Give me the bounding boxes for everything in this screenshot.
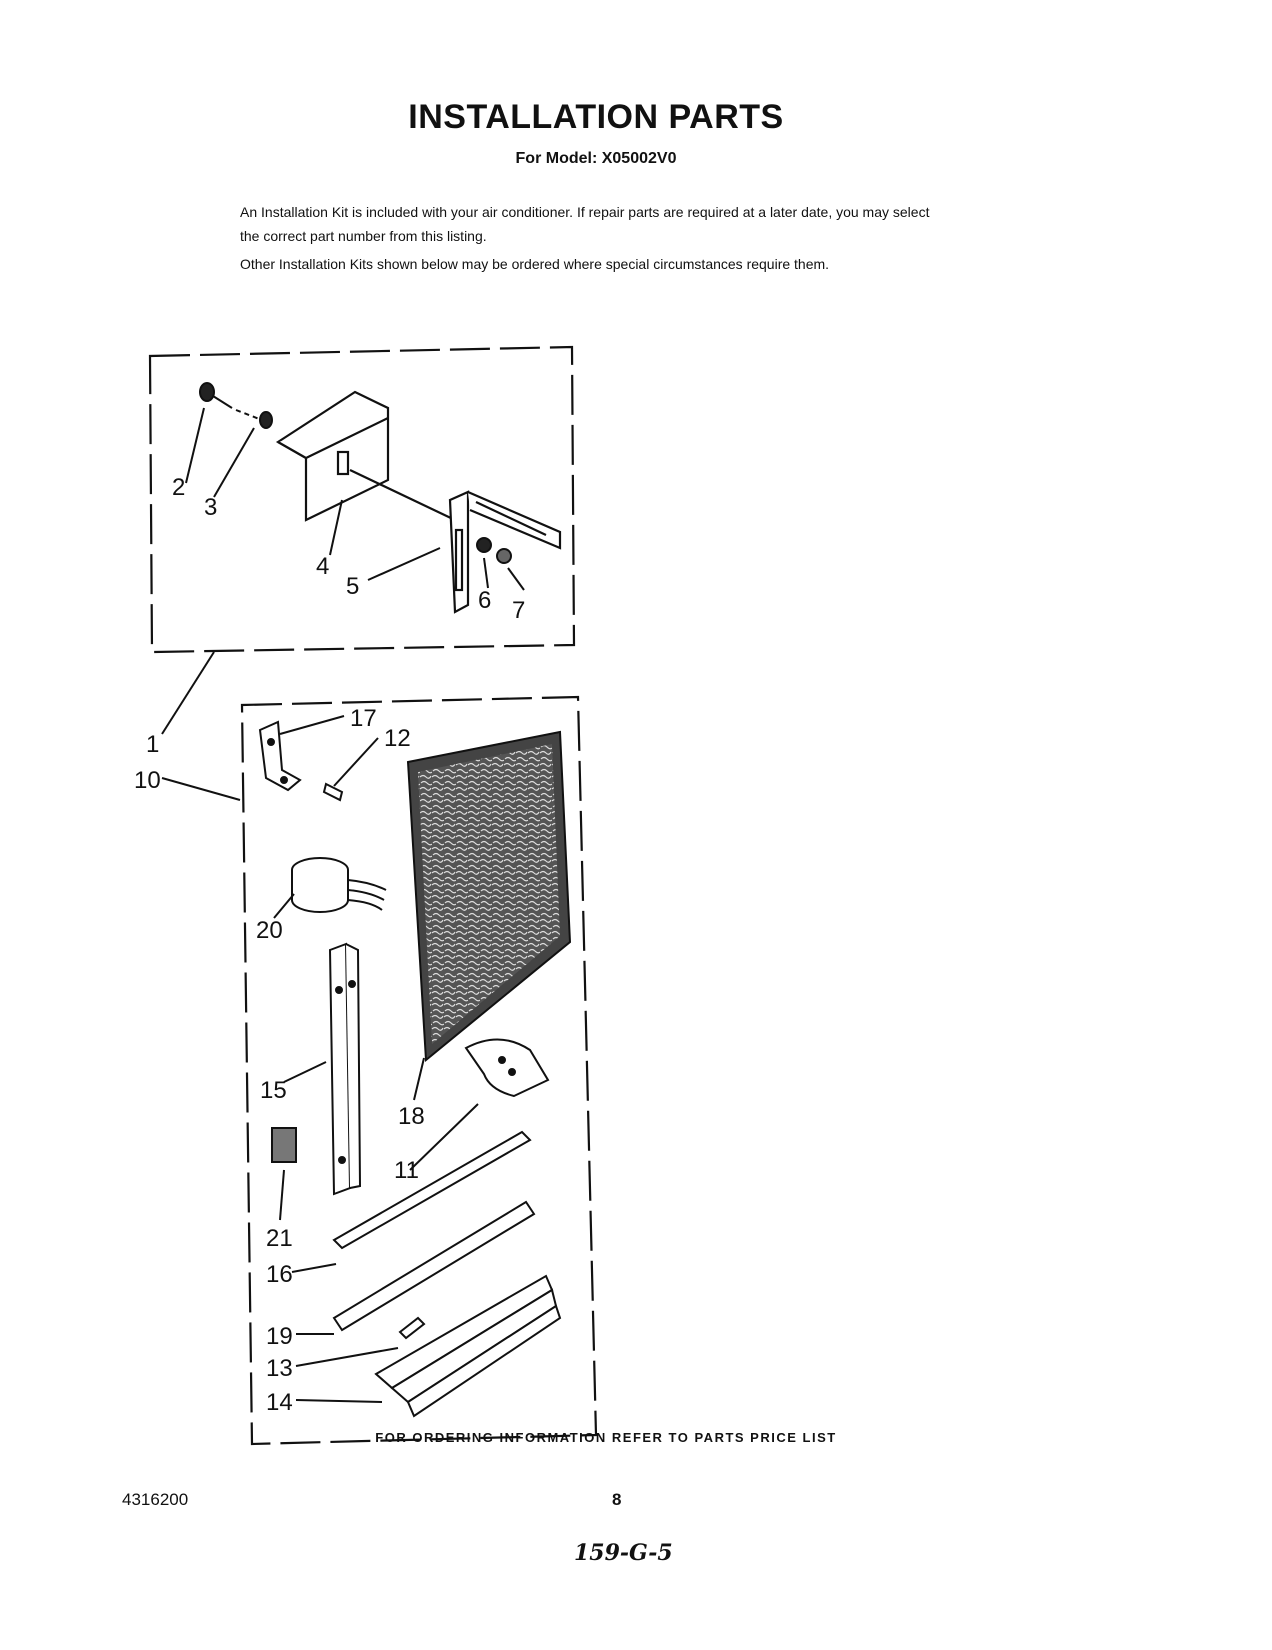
bracket-cover-part [278, 392, 455, 520]
callout-21: 21 [266, 1225, 293, 1252]
callout-18: 18 [398, 1103, 425, 1130]
screw-part [200, 383, 262, 420]
screw-part-13 [400, 1318, 424, 1338]
washer-part [260, 412, 272, 428]
callout-4: 4 [316, 553, 330, 580]
callout-3: 3 [204, 494, 218, 521]
block-part [272, 1128, 296, 1162]
side-channel-part [330, 944, 360, 1194]
callout-15: 15 [260, 1077, 287, 1104]
screw-part-12 [324, 784, 342, 800]
callout-19: 19 [266, 1323, 293, 1350]
page-number: 8 [612, 1490, 622, 1509]
foam-panel-part [408, 732, 570, 1060]
sill-angle-part [376, 1276, 560, 1416]
callout-16: 16 [266, 1261, 293, 1288]
callout-14: 14 [266, 1389, 293, 1416]
intro-paragraph-1: An Installation Kit is included with your air conditioner. If repair parts are required at a later date, you may select the correct part number from this listing. [240, 204, 930, 244]
nut-parts [477, 538, 511, 563]
model-subtitle: For Model: X05002V0 [515, 150, 677, 167]
callout-20: 20 [256, 917, 283, 944]
corner-bracket-part [260, 722, 300, 790]
callout-13: 13 [266, 1355, 293, 1382]
handwritten-note: 159-G-5 [574, 1540, 673, 1566]
callout-2: 2 [172, 474, 186, 501]
callout-5: 5 [346, 573, 360, 600]
intro-paragraph-2: Other Installation Kits shown below may be ordered where special circumstances require them. [240, 256, 830, 272]
callout-7: 7 [512, 597, 526, 624]
callout-11: 11 [394, 1157, 419, 1184]
tape-roll-part [292, 858, 386, 912]
callout-17: 17 [350, 705, 377, 732]
callout-1: 1 [146, 731, 160, 758]
callout-12: 12 [384, 725, 411, 752]
page-title: INSTALLATION PARTS [408, 98, 784, 136]
callout-6: 6 [478, 587, 492, 614]
ordering-note: FOR ORDERING INFORMATION REFER TO PARTS PRICE LIST [375, 1430, 837, 1445]
document-number: 4316200 [122, 1490, 189, 1509]
callout-10: 10 [134, 767, 161, 794]
clamp-part [466, 1039, 548, 1096]
kit-leader-lines [162, 652, 240, 800]
